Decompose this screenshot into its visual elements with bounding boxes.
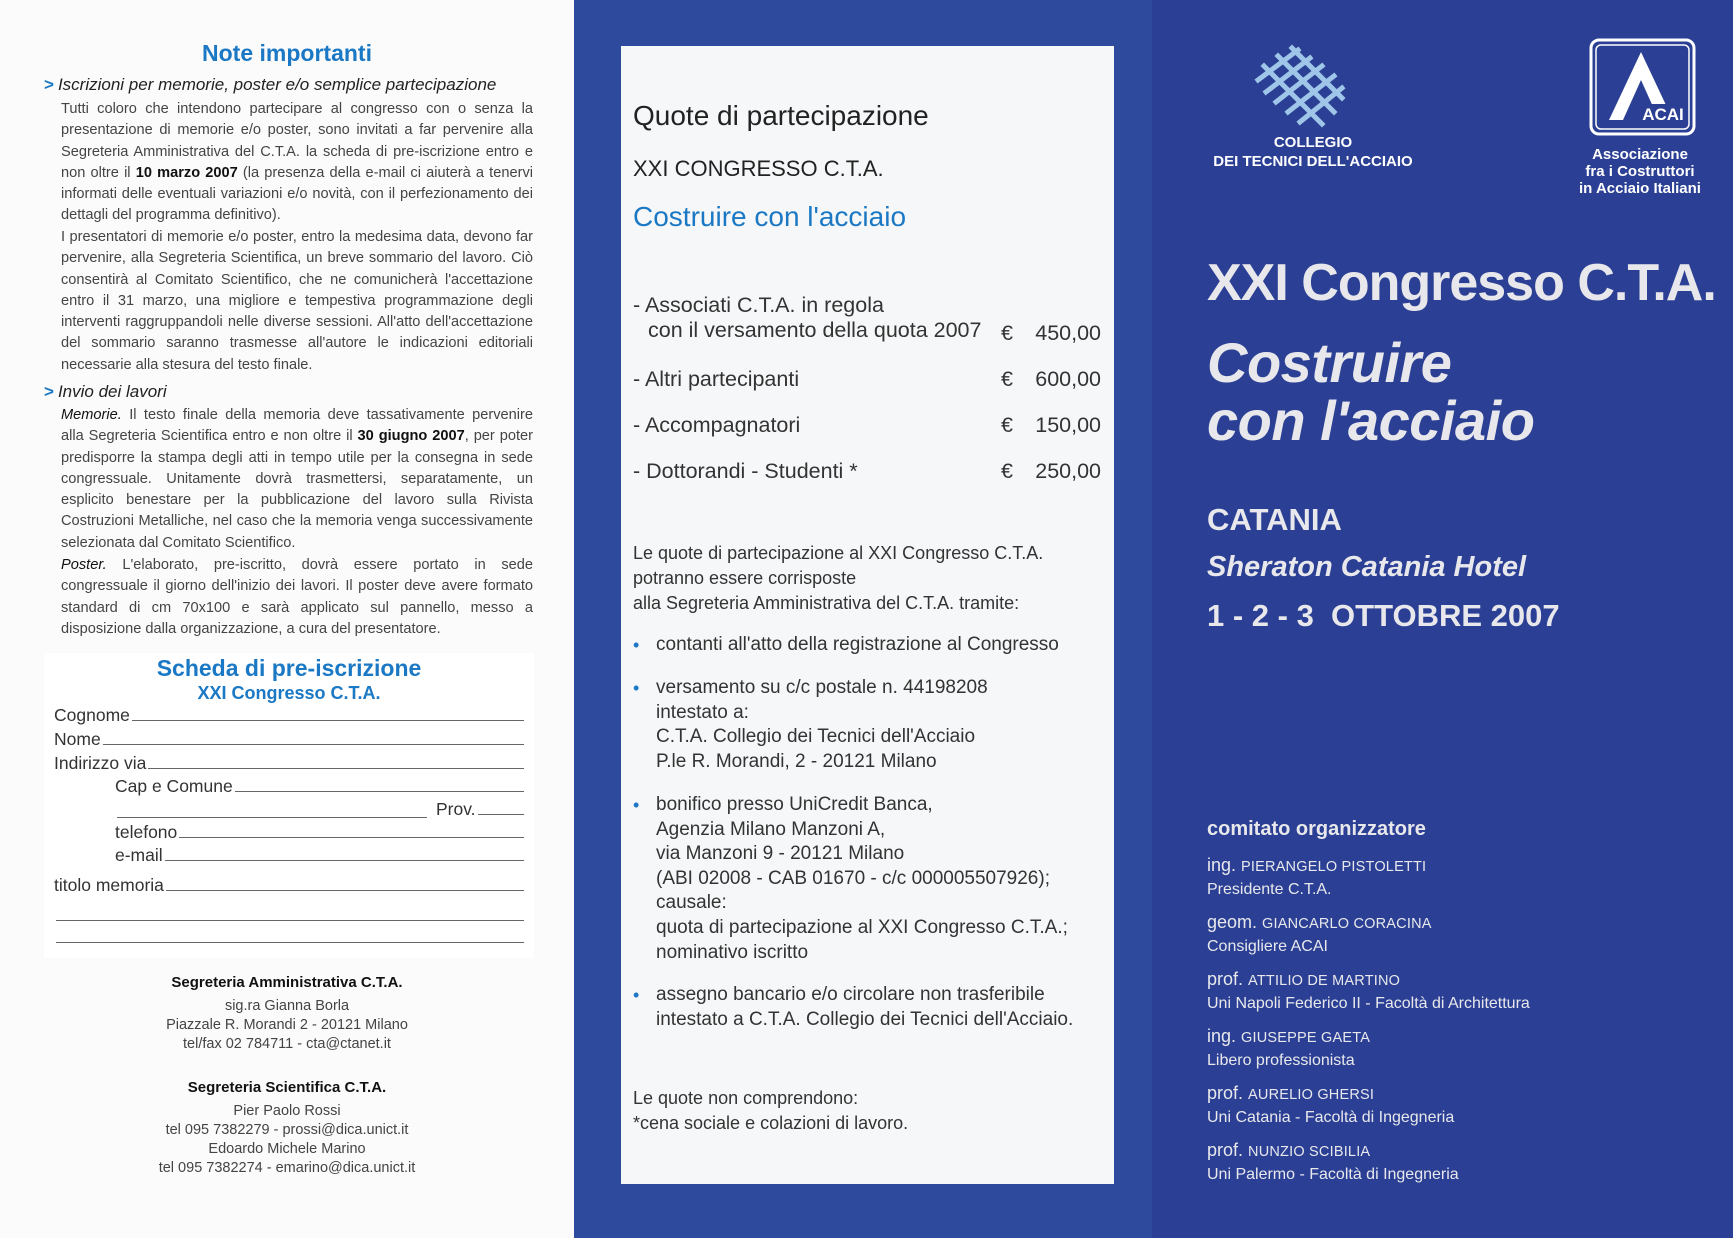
bullet-icon: • bbox=[633, 985, 640, 1005]
member-title: prof. bbox=[1207, 1083, 1244, 1103]
paper-title-line-2 bbox=[56, 920, 524, 921]
member-name: GIANCARLO CORACINA bbox=[1262, 916, 1432, 932]
bullet-icon: • bbox=[633, 678, 640, 698]
committee-member bbox=[1207, 1025, 1370, 1071]
scientific-secretariat-line2: tel 095 7382279 - prossi@dica.unict.it bbox=[165, 1122, 409, 1138]
postal-line2: intestato a: bbox=[656, 701, 749, 723]
member-name: NUNZIO SCIBILIA bbox=[1248, 1144, 1371, 1160]
check-line1: assegno bancario e/o circolare non trasferibile bbox=[656, 984, 1045, 1005]
paper-title-field[interactable] bbox=[54, 875, 524, 896]
bullet-icon: • bbox=[633, 635, 640, 655]
registration-paragraph bbox=[61, 99, 533, 227]
acai-line1: Associazione bbox=[1592, 146, 1688, 163]
paper-title-line bbox=[166, 889, 524, 891]
bank-line5: causale: bbox=[656, 892, 727, 914]
province-label: Prov. bbox=[436, 799, 476, 819]
member-role: Uni Palermo - Facoltà di Ingegneria bbox=[1207, 1166, 1459, 1183]
fee-row-members bbox=[633, 293, 1101, 353]
bank-line1: bonifico presso UniCredit Banca, bbox=[656, 794, 933, 815]
member-name: AURELIO GHERSI bbox=[1248, 1087, 1375, 1103]
scientific-secretariat bbox=[0, 1078, 574, 1178]
poster-text: L'elaborato, pre-iscritto, dovrà essere portato in sede congressuale il giorno dell'inizio dei lavori. Il poster deve avere formato standard di cm 70x100 e sarà applicato sul pannello, messo a disposizione dalla organizzazione, a cura del presentatore. bbox=[61, 557, 533, 637]
scientific-secretariat-line3: Edoardo Michele Marino bbox=[208, 1141, 366, 1157]
check-line2: intestato a C.T.A. Collegio dei Tecnici dell'Acciaio. bbox=[656, 1008, 1074, 1030]
acai-line3: in Acciaio Italiani bbox=[1579, 180, 1701, 197]
fee-amount: 250,00 bbox=[1035, 459, 1101, 483]
form-subtitle: XXI Congresso C.T.A. bbox=[197, 683, 381, 703]
acai-logo-text bbox=[1560, 146, 1720, 197]
papers-label: Memorie. bbox=[61, 407, 122, 423]
euro-sign: € bbox=[1001, 321, 1013, 345]
cta-logo-line1: COLLEGIO bbox=[1273, 134, 1353, 151]
fee-label: - Dottorandi - Studenti * bbox=[633, 459, 858, 483]
euro-sign: € bbox=[1001, 367, 1013, 391]
euro-sign: € bbox=[1001, 413, 1013, 437]
member-role: Consigliere ACAI bbox=[1207, 938, 1328, 955]
cta-logo-icon bbox=[1248, 40, 1348, 133]
registration-text-b: (la presenza della e-mail ci aiuterà a tenervi informati delle eventuali variazioni e/o novità, con il perfezionamento dei dettagli del programma definitivo). bbox=[61, 164, 533, 224]
form-title: Scheda di pre-iscrizione bbox=[156, 655, 422, 681]
fee-row-companions bbox=[633, 413, 1101, 443]
committee-member bbox=[1207, 911, 1432, 957]
admin-secretariat-heading: Segreteria Amministrativa C.T.A. bbox=[171, 974, 403, 991]
payment-intro-line2: potranno essere corrisposte bbox=[633, 568, 857, 588]
scientific-secretariat-line1: Pier Paolo Rossi bbox=[233, 1103, 341, 1119]
fees-note bbox=[633, 1086, 1103, 1136]
payment-postal-text bbox=[656, 676, 1104, 774]
name-label: Nome bbox=[54, 729, 101, 749]
payment-check-text bbox=[656, 983, 1104, 1032]
address-label: Indirizzo via bbox=[54, 753, 147, 773]
section-submission-heading bbox=[44, 382, 167, 402]
payment-intro-line3: alla Segreteria Amministrativa del C.T.A. tramite: bbox=[633, 593, 1020, 613]
committee-heading: comitato organizzatore bbox=[1207, 818, 1426, 840]
fees-note-line2: *cena sociale e colazioni di lavoro. bbox=[633, 1113, 909, 1133]
section-registration-heading bbox=[44, 75, 496, 95]
member-role: Uni Napoli Federico II - Facoltà di Architettura bbox=[1207, 995, 1530, 1012]
member-title: ing. bbox=[1207, 855, 1237, 875]
venue-hotel: Sheraton Catania Hotel bbox=[1207, 551, 1527, 583]
name-field[interactable] bbox=[54, 729, 524, 750]
payment-intro-line1: Le quote di partecipazione al XXI Congresso C.T.A. bbox=[633, 543, 1044, 563]
surname-field[interactable] bbox=[54, 705, 524, 726]
member-role: Libero professionista bbox=[1207, 1052, 1355, 1069]
city-field[interactable] bbox=[115, 776, 524, 797]
bank-line2: Agenzia Milano Manzoni A, bbox=[656, 818, 886, 840]
payment-intro bbox=[633, 541, 1103, 616]
bullet-icon: • bbox=[633, 795, 640, 815]
payment-bank-text bbox=[656, 793, 1104, 965]
member-title: ing. bbox=[1207, 1026, 1237, 1046]
fees-note-line1: Le quote non comprendono: bbox=[633, 1088, 859, 1108]
admin-secretariat-line2: Piazzale R. Morandi 2 - 20121 Milano bbox=[166, 1017, 408, 1033]
cta-logo-text bbox=[1190, 133, 1436, 171]
committee-member bbox=[1207, 854, 1426, 900]
left-panel bbox=[0, 0, 574, 1238]
admin-secretariat-line3: tel/fax 02 784711 - cta@ctanet.it bbox=[183, 1036, 391, 1052]
papers-text-b: , per poter predisporre la stampa degli atti in tempo utile per la consegna in sede congressuale. Unitamente dovrà trasmettersi, separatamente, un esplicito benestare per la pubblicazione del lavoro sulla Rivista Costruzioni Metalliche, nel caso che la memoria venga successivamente selezionata dal Comitato Scientifico. bbox=[61, 428, 533, 551]
admin-secretariat-line1: sig.ra Gianna Borla bbox=[224, 998, 350, 1014]
province-line bbox=[478, 813, 524, 815]
notes-title: Note importanti bbox=[202, 40, 372, 66]
province-field[interactable] bbox=[436, 799, 524, 820]
fees-congress: XXI CONGRESSO C.T.A. bbox=[633, 156, 884, 181]
bank-line3: via Manzoni 9 - 20121 Milano bbox=[656, 843, 905, 865]
fee-label bbox=[633, 293, 981, 343]
cta-logo-line2: DEI TECNICI DELL'ACCIAIO bbox=[1213, 153, 1413, 170]
poster-label: Poster. bbox=[61, 557, 107, 573]
theme-line2: con l'acciaio bbox=[1207, 389, 1535, 452]
congress-dates: 1 - 2 - 3 OTTOBRE 2007 bbox=[1207, 598, 1560, 633]
address-line bbox=[148, 767, 524, 769]
address-field[interactable] bbox=[54, 753, 524, 774]
scientific-secretariat-heading: Segreteria Scientifica C.T.A. bbox=[187, 1079, 387, 1096]
member-role: Presidente C.T.A. bbox=[1207, 881, 1332, 898]
email-label: e-mail bbox=[115, 845, 163, 865]
abstract-paragraph: I presentatori di memorie e/o poster, entro la medesima data, devono far pervenire, alla Segreteria Scientifica, un breve sommario del lavoro. Ciò consentirà al Comitato Scientifico, che ne comunicherà l'accettazione entro il 31 marzo, una migliore e tempestiva programmazione degli interventi raggruppandoli nelle diverse sessioni. All'atto dell'accettazione del sommario saranno trasmesse all'autore le indicazioni editoriali necessarie alla stesura del testo finale. bbox=[61, 229, 533, 373]
acai-logo-icon bbox=[1589, 38, 1696, 136]
registration-text-a: Tutti coloro che intendono partecipare al congresso con o senza la presentazione di memorie e/o poster, sono invitati a far pervenire alla Segreteria Amministrativa del C.T.A. la scheda di pre-iscrizione entro e non oltre il bbox=[61, 101, 533, 181]
fee-amount: 450,00 bbox=[1035, 321, 1101, 345]
member-title: geom. bbox=[1207, 912, 1258, 932]
fee-label-line1: - Associati C.T.A. in regola bbox=[633, 293, 884, 317]
fee-label: - Accompagnatori bbox=[633, 413, 801, 437]
fees-heading: Quote di partecipazione bbox=[633, 100, 929, 131]
phone-label: telefono bbox=[115, 822, 178, 842]
pre-registration-form bbox=[44, 653, 534, 958]
admin-secretariat bbox=[0, 973, 574, 1054]
bank-line4: (ABI 02008 - CAB 01670 - c/c 000005507926); bbox=[656, 867, 1050, 889]
fee-label: - Altri partecipanti bbox=[633, 367, 800, 391]
phone-field[interactable] bbox=[115, 822, 524, 843]
poster-paragraph bbox=[61, 555, 533, 640]
member-role: Uni Catania - Facoltà di Ingegneria bbox=[1207, 1109, 1455, 1126]
bank-line7: nominativo iscritto bbox=[656, 941, 809, 963]
email-field[interactable] bbox=[115, 845, 524, 866]
paper-title-line-3 bbox=[56, 942, 524, 943]
city-line-2 bbox=[117, 817, 427, 818]
papers-paragraph bbox=[61, 405, 533, 554]
postal-line1: versamento su c/c postale n. 44198208 bbox=[656, 677, 988, 698]
postal-line3: C.T.A. Collegio dei Tecnici dell'Acciaio bbox=[656, 726, 976, 748]
member-name: PIERANGELO PISTOLETTI bbox=[1241, 859, 1427, 875]
arrow-right-icon: > bbox=[44, 382, 54, 401]
section-registration-label: Iscrizioni per memorie, poster e/o semplice partecipazione bbox=[57, 75, 497, 94]
phone-line bbox=[179, 836, 524, 838]
surname-label: Cognome bbox=[54, 705, 130, 725]
euro-sign: € bbox=[1001, 459, 1013, 483]
papers-text-a: Il testo finale della memoria deve tassativamente pervenire alla Segreteria Scientifica entro e non oltre il bbox=[61, 407, 533, 445]
fee-amount: 600,00 bbox=[1035, 367, 1101, 391]
member-name: GIUSEPPE GAETA bbox=[1241, 1030, 1371, 1046]
paper-title-label: titolo memoria bbox=[54, 875, 164, 895]
member-name: ATTILIO DE MARTINO bbox=[1248, 973, 1401, 989]
postal-line4: P.le R. Morandi, 2 - 20121 Milano bbox=[656, 750, 937, 772]
registration-deadline: 10 marzo 2007 bbox=[135, 164, 238, 181]
congress-theme bbox=[1207, 331, 1535, 452]
committee-member bbox=[1207, 1082, 1454, 1128]
name-line bbox=[103, 743, 524, 745]
committee-member bbox=[1207, 968, 1530, 1014]
papers-deadline: 30 giugno 2007 bbox=[357, 428, 465, 445]
fee-amount: 150,00 bbox=[1035, 413, 1101, 437]
city-line bbox=[235, 790, 524, 792]
acai-line2: fra i Costruttori bbox=[1585, 163, 1695, 180]
venue-city: CATANIA bbox=[1207, 502, 1342, 537]
city-label: Cap e Comune bbox=[115, 776, 233, 796]
congress-title: XXI Congresso C.T.A. bbox=[1207, 254, 1716, 312]
bank-line6: quota di partecipazione al XXI Congresso C.T.A.; bbox=[656, 916, 1068, 938]
fee-label-line2: con il versamento della quota 2007 bbox=[648, 318, 982, 342]
surname-line bbox=[132, 719, 524, 721]
fee-row-others bbox=[633, 367, 1101, 397]
arrow-right-icon: > bbox=[44, 75, 54, 94]
fee-row-students bbox=[633, 459, 1101, 489]
member-title: prof. bbox=[1207, 969, 1244, 989]
section-submission-label: Invio dei lavori bbox=[57, 382, 167, 401]
email-line bbox=[165, 859, 524, 861]
scientific-secretariat-line4: tel 095 7382274 - emarino@dica.unict.it bbox=[158, 1160, 416, 1176]
fees-theme: Costruire con l'acciaio bbox=[633, 201, 907, 232]
committee-member bbox=[1207, 1139, 1459, 1185]
member-title: prof. bbox=[1207, 1140, 1244, 1160]
acai-mark: ACAI bbox=[1642, 105, 1684, 124]
payment-cash-text: contanti all'atto della registrazione al Congresso bbox=[656, 634, 1059, 655]
theme-line1: Costruire bbox=[1207, 331, 1452, 394]
